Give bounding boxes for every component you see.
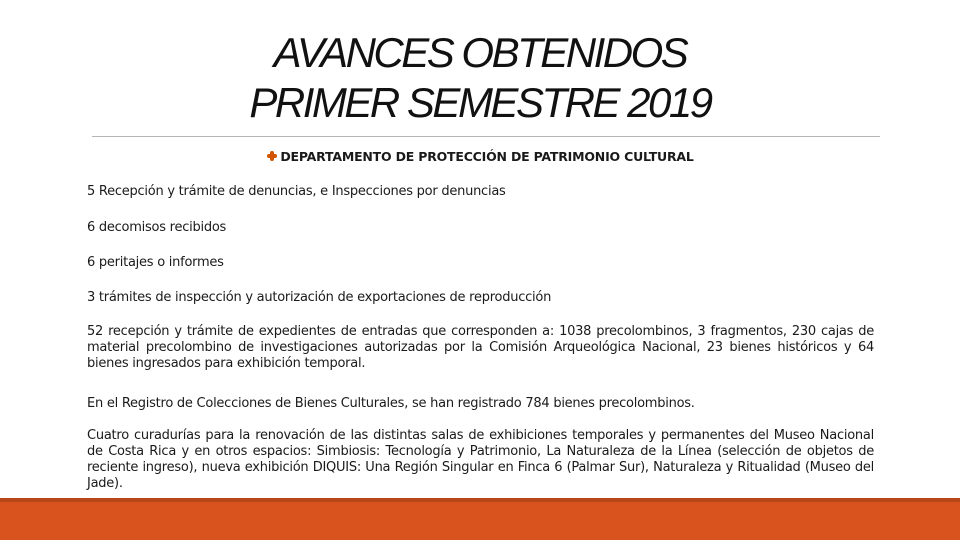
footer-accent-bar	[0, 498, 960, 540]
section-heading	[0, 149, 960, 164]
section-heading-text: DEPARTAMENTO DE PROTECCIÓN DE PATRIMONIO CULTURAL	[280, 149, 694, 164]
diamond-bullet-icon	[266, 150, 278, 162]
slide-title-line-1: AVANCES OBTENIDOS	[273, 29, 687, 76]
content-body	[87, 184, 874, 492]
slide-title	[0, 28, 960, 128]
paragraph-tramites-exportacion: 3 trámites de inspección y autorización de exportaciones de reproducción	[87, 290, 552, 305]
paragraph-peritajes: 6 peritajes o informes	[87, 255, 224, 270]
paragraph-registro-colecciones: En el Registro de Colecciones de Bienes Culturales, se han registrado 784 bienes precolombinos.	[87, 396, 695, 411]
paragraph-expedientes: 52 recepción y trámite de expedientes de entradas que corresponden a: 1038 precolombinos, 3 fragmentos, 230 cajas de material precolombino de investigaciones autorizadas por la Comisión Arqueológica Nacional, 23 bienes históricos y 64 bienes ingresados para exhibición temporal.	[87, 324, 874, 371]
paragraph-decomisos: 6 decomisos recibidos	[87, 220, 227, 235]
paragraph-denuncias: 5 Recepción y trámite de denuncias, e Inspecciones por denuncias	[87, 184, 506, 199]
paragraph-curadurias: Cuatro curadurías para la renovación de las distintas salas de exhibiciones temporales y permanentes del Museo Nacional de Costa Rica y en otros espacios: Simbiosis: Tecnología y Patrimonio, La Naturaleza de la Línea (selección de objetos de reciente ingreso), nueva exhibición DIQUIS: Una Región Singular en Finca 6 (Palmar Sur), Naturaleza y Ritualidad (Museo del Jade).	[87, 428, 874, 491]
slide-title-line-2: PRIMER SEMESTRE 2019	[249, 79, 711, 126]
title-divider	[92, 136, 880, 137]
